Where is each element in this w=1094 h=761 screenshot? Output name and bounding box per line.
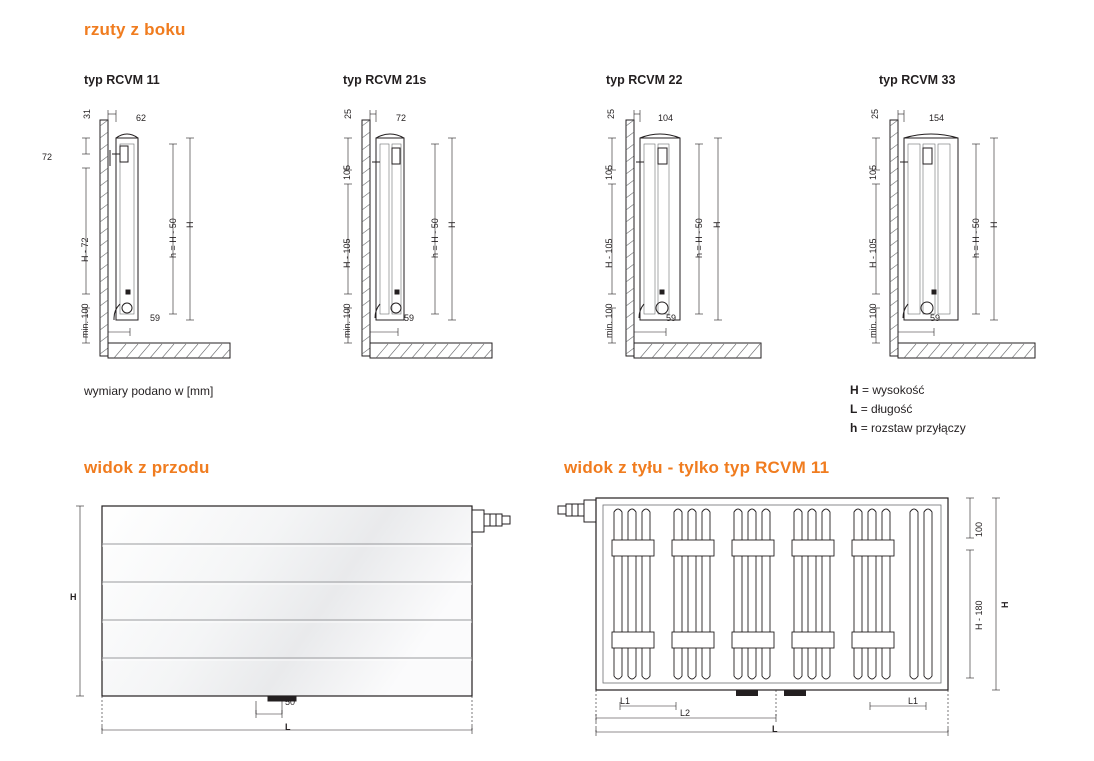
dim-2-top-width: 104 [658, 113, 674, 123]
dim-2-inner-h: h = H - 50 [694, 218, 704, 258]
front-view-title: widok z przodu [84, 458, 210, 477]
dim-3-bottom: 59 [930, 313, 941, 323]
side-view-title-2: typ RCVM 22 [606, 73, 683, 87]
side-view-title-0: typ RCVM 11 [84, 73, 160, 87]
side-view-diagram-1 [332, 108, 512, 368]
dim-0-left-bottom: min. 100 [80, 303, 90, 338]
dim-2-left-bottom: min. 100 [604, 303, 614, 338]
dim-2-outer-h: H [712, 221, 722, 228]
side-view-title-3: typ RCVM 33 [879, 73, 956, 87]
dim-2-left-mid: H - 105 [604, 238, 614, 268]
dim-0-left-top: 72 [42, 152, 53, 162]
back-view-diagram [540, 490, 1040, 740]
legend-text-1: = długość [860, 402, 913, 416]
side-view-diagram-2 [596, 108, 776, 368]
dim-1-left-top: 105 [342, 164, 352, 180]
legend [850, 381, 966, 438]
dim-3-top-left: 25 [870, 108, 880, 119]
dim-1-top-left: 25 [343, 108, 353, 119]
back-height-inner: H - 180 [974, 600, 984, 630]
front-length-label: L [285, 722, 291, 732]
dim-1-outer-h: H [447, 221, 457, 228]
dim-1-inner-h: h = H - 50 [430, 218, 440, 258]
dim-2-top-left: 25 [606, 108, 616, 119]
dim-0-inner-h: h = H - 50 [168, 218, 178, 258]
dim-0-left-mid: H - 72 [80, 237, 90, 262]
dim-3-left-bottom: min. 100 [868, 303, 878, 338]
back-bracket-right: L1 [908, 696, 919, 706]
dim-1-left-bottom: min. 100 [342, 303, 352, 338]
units-note: wymiary podano w [mm] [84, 384, 214, 398]
dim-1-bottom: 59 [404, 313, 415, 323]
dim-3-inner-h: h = H - 50 [971, 218, 981, 258]
dim-3-left-top: 105 [868, 164, 878, 180]
back-view-title: widok z tyłu - tylko typ RCVM 11 [564, 458, 830, 477]
dim-3-outer-h: H [989, 221, 999, 228]
back-top-right: 100 [974, 521, 984, 537]
dim-2-bottom: 59 [666, 313, 677, 323]
side-view-diagram-3 [860, 108, 1050, 368]
dim-3-top-width: 154 [929, 113, 945, 123]
back-bracket-left: L1 [620, 696, 631, 706]
legend-symbol-1: L [850, 402, 858, 416]
dim-2-left-top: 105 [604, 164, 614, 180]
dim-1-top-width: 72 [396, 113, 407, 123]
dim-0-outer-h: H [185, 221, 195, 228]
dim-3-left-mid: H - 105 [868, 238, 878, 268]
front-view-diagram [60, 490, 540, 740]
side-views-title: rzuty z boku [84, 20, 186, 39]
back-height-label: H [1000, 601, 1010, 608]
dim-0-bottom: 59 [150, 313, 161, 323]
back-length-label: L [772, 724, 778, 734]
legend-text-0: = wysokość [862, 383, 925, 397]
side-view-title-1: typ RCVM 21s [343, 73, 427, 87]
back-bracket-mid: L2 [680, 708, 691, 718]
dim-1-left-mid: H - 105 [342, 238, 352, 268]
dim-0-top-width: 62 [136, 113, 147, 123]
legend-symbol-2: h [850, 421, 858, 435]
front-height-label: H [70, 592, 77, 602]
side-view-diagram-0 [70, 108, 250, 368]
dim-0-top-left: 31 [82, 108, 92, 119]
legend-symbol-0: H [850, 383, 859, 397]
legend-text-2: = rozstaw przyłączy [860, 421, 966, 435]
front-valve-offset: 50 [285, 697, 296, 707]
